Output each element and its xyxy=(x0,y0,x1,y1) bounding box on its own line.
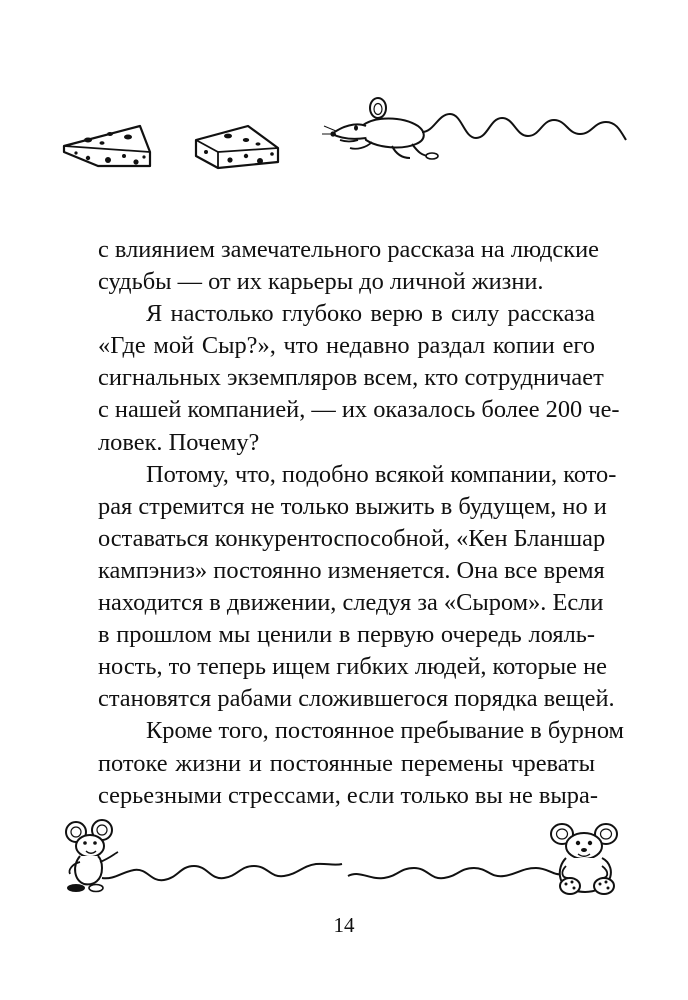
text-line: Потому, что, подобно всякой компании, кото- xyxy=(146,460,617,488)
text-line: в прошлом мы ценили в первую очередь лояль- xyxy=(98,621,595,649)
text-line: с нашей компанией, — их оказалось более 200 че- xyxy=(98,396,620,424)
page-number: 14 xyxy=(333,913,355,937)
text-line: Я настолько глубоко верю в силу рассказа xyxy=(146,300,595,328)
paragraph xyxy=(98,234,599,298)
paragraph xyxy=(98,298,620,458)
text-line: серьезными стрессами, если только вы не выра- xyxy=(98,781,598,809)
text-line: судьбы — от их карьеры до личной жизни. xyxy=(98,268,544,296)
text-line: становятся рабами сложившегося порядка вещей. xyxy=(98,685,615,713)
running-mouse-icon xyxy=(322,96,632,166)
sitting-mouse-icon xyxy=(344,820,634,896)
text-line: кампэниз» постоянно изменяется. Она все время xyxy=(98,556,605,584)
text-line: рая стремится не только выжить в будущем, но и xyxy=(98,492,607,520)
text-line: с влиянием замечательного рассказа на людские xyxy=(98,236,599,263)
text-line: потоке жизни и постоянные перемены чреваты xyxy=(98,749,595,777)
text-line: Кроме того, постоянное пребывание в бурном xyxy=(146,717,624,745)
text-line: оставаться конкурентоспособной, «Кен Бланшар xyxy=(98,524,606,552)
body-text xyxy=(98,234,624,812)
text-line: ловек. Почему? xyxy=(98,428,260,456)
cheese-wedge-icon xyxy=(58,122,158,170)
standing-mouse-icon xyxy=(54,818,344,898)
cheese-wedge-icon xyxy=(188,122,284,172)
text-line: находится в движении, следуя за «Сыром». Если xyxy=(98,589,604,617)
text-line: ность, то теперь ищем гибких людей, которые не xyxy=(98,653,607,681)
paragraph xyxy=(98,459,617,716)
text-line: «Где мой Сыр?», что недавно раздал копии его xyxy=(98,332,595,360)
paragraph xyxy=(98,715,624,811)
text-line: сигнальных экземпляров всем, кто сотрудничает xyxy=(98,364,604,392)
